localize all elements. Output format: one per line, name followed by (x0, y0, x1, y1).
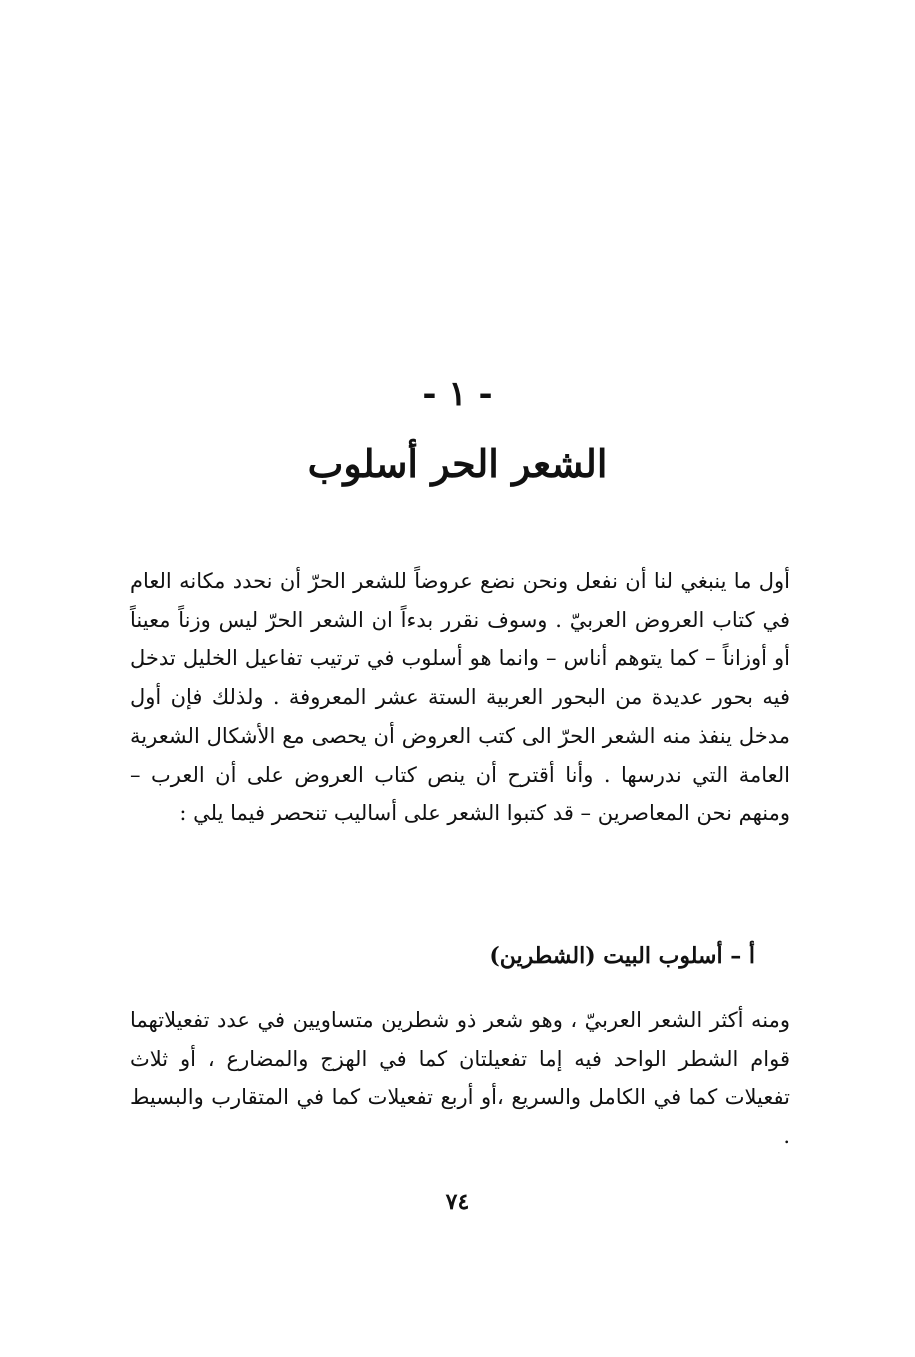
body-paragraph: ومنه أكثر الشعر العربيّ ، وهو شعر ذو شطرين متساويين في عدد تفعيلاتهما قوام الشطر الواحد فيه إما تفعيلتان كما في الهزج والمضارع ، أو ثلاث تفعيلات كما في الكامل والسريع ،أو أربع تفعيلات كما في المتقارب والبسيط . (130, 1008, 790, 1149)
chapter-number: - ١ - (422, 374, 493, 414)
section-heading: أ – أسلوب البيت (الشطرين) (489, 943, 755, 969)
page-number: ٧٤ (445, 1189, 470, 1215)
chapter-title: الشعر الحر أسلوب (307, 441, 608, 486)
body-paragraph: أول ما ينبغي لنا أن نفعل ونحن نضع عروضاً للشعر الحرّ أن نحدد مكانه العام في كتاب العروض العربيّ . وسوف نقرر بدءاً ان الشعر الحرّ ليس وزناً معيناً أو أوزاناً – كما يتوهم أناس – وانما هو أسلوب في ترتيب تفاعيل الخليل تدخل فيه بحور عديدة من البحور العربية الستة عشر المعروفة . ولذلك فإن أول مدخل ينفذ منه الشعر الحرّ الى كتب العروض أن يحصى مع الأشكال الشعرية العامة التي ندرسها . وأنا أقترح أن ينص كتاب العروض على أن العرب – ومنهم نحن المعاصرين – قد كتبوا الشعر على أساليب تنحصر فيما يلي : (130, 569, 790, 826)
